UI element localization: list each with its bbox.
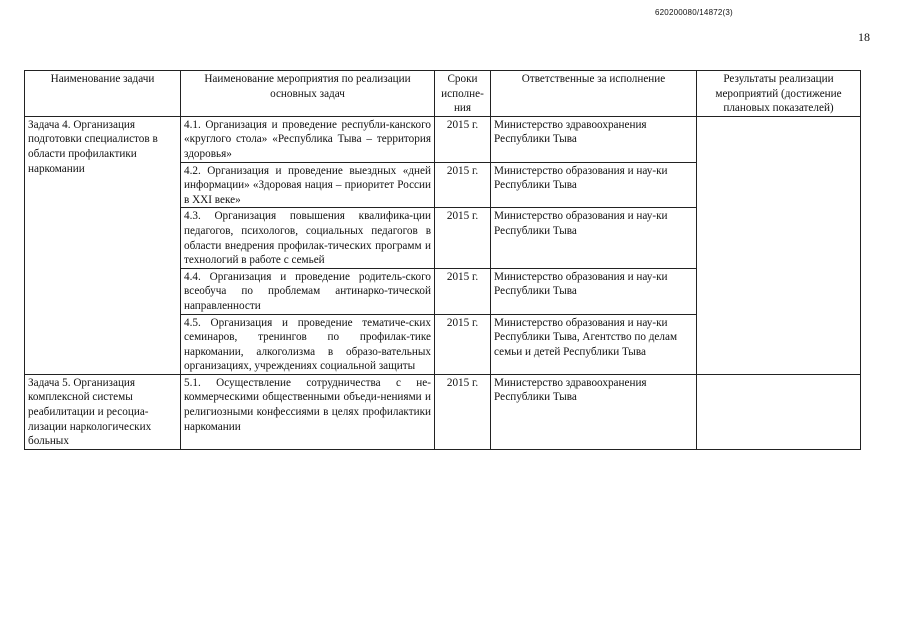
term-cell: 2015 г.	[435, 116, 491, 162]
responsible-cell: Министерство образования и нау-ки Республики Тыва	[491, 162, 697, 208]
document-id: 620200080/14872(3)	[655, 8, 733, 17]
term-cell: 2015 г.	[435, 208, 491, 268]
task-name-cell: Задача 5. Организация комплексной системы реабилитации и ресоциа-лизации наркологических больных	[25, 374, 181, 449]
responsible-cell: Министерство образования и нау-ки Республики Тыва	[491, 268, 697, 314]
measure-cell: 4.3. Организация повышения квалифика-ции педагогов, психологов, социальных педагогов в области внедрения профилак-тических программ и технологий в работе с семьей	[181, 208, 435, 268]
term-cell: 2015 г.	[435, 268, 491, 314]
table-header-row	[25, 71, 861, 117]
measure-cell: 4.5. Организация и проведение тематиче-ских семинаров, тренингов по профилак-тике наркомании, алкоголизма в образо-вательных организациях, учреждениях социальной защиты	[181, 314, 435, 374]
measure-cell: 4.4. Организация и проведение родитель-ского всеобуча по проблемам антинарко-тической направленности	[181, 268, 435, 314]
responsible-cell: Министерство образования и нау-ки Республики Тыва, Агентство по делам семьи и детей Республики Тыва	[491, 314, 697, 374]
table-row	[25, 374, 861, 449]
task-name-cell: Задача 4. Организация подготовки специалистов в области профилактики наркомании	[25, 116, 181, 374]
measure-cell: 5.1. Осуществление сотрудничества с не-коммерческими общественными объеди-нениями и религиозными конфессиями в целях профилактики наркомании	[181, 374, 435, 449]
page-number: 18	[858, 30, 870, 44]
responsible-cell: Министерство здравоохранения Республики Тыва	[491, 116, 697, 162]
header-responsible: Ответственные за исполнение	[491, 71, 697, 117]
responsible-cell: Министерство образования и нау-ки Республики Тыва	[491, 208, 697, 268]
measure-cell: 4.2. Организация и проведение выездных «дней информации» «Здоровая нация – приоритет России в XXI веке»	[181, 162, 435, 208]
term-cell: 2015 г.	[435, 162, 491, 208]
header-term: Сроки исполне-ния	[435, 71, 491, 117]
table-row	[25, 116, 861, 162]
measures-table	[24, 70, 861, 450]
responsible-cell: Министерство здравоохранения Республики Тыва	[491, 374, 697, 449]
header-measure-name: Наименование мероприятия по реализации основных задач	[181, 71, 435, 117]
header-results: Результаты реализации мероприятий (достижение плановых показателей)	[697, 71, 861, 117]
term-cell: 2015 г.	[435, 374, 491, 449]
measure-cell: 4.1. Организация и проведение республи-канского «круглого стола» «Республика Тыва – территория здоровья»	[181, 116, 435, 162]
term-cell: 2015 г.	[435, 314, 491, 374]
header-task-name: Наименование задачи	[25, 71, 181, 117]
results-cell	[697, 374, 861, 449]
results-cell	[697, 116, 861, 374]
